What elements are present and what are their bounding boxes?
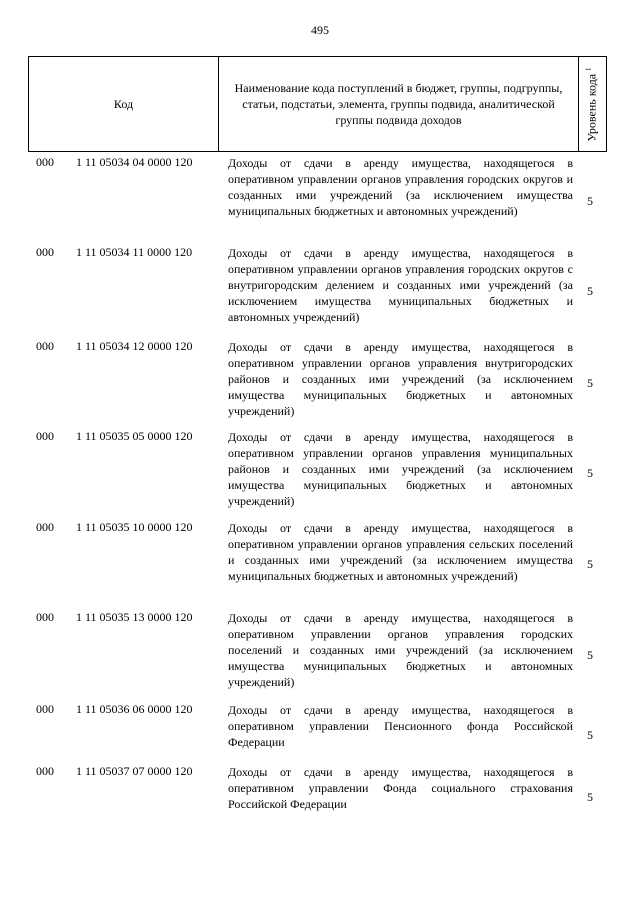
header-name: Наименование кода поступлений в бюджет, группы, подгруппы, статьи, подстатьи, элемента, группы подвида, аналитической группы подвида доходов <box>219 57 579 151</box>
admin-code: 000 <box>36 339 54 353</box>
code-level: 5 <box>587 466 593 480</box>
table-row <box>0 699 640 750</box>
income-name: Доходы от сдачи в аренду имущества, находящегося в оперативном управлении органов управления внутригородских районов и созданных ими учреждений (за исключением имущества муниципальных бюджетных и автономных учреждений) <box>228 340 573 418</box>
table-header <box>28 56 607 152</box>
table-row <box>0 152 640 219</box>
table-row <box>0 242 640 325</box>
budget-code: 1 11 05035 10 0000 120 <box>76 520 193 534</box>
budget-code: 1 11 05034 11 0000 120 <box>76 245 193 259</box>
admin-code: 000 <box>36 245 54 259</box>
code-level: 5 <box>587 557 593 571</box>
income-name: Доходы от сдачи в аренду имущества, находящегося в оперативном управлении органов управления городских округов и созданных ими учреждений (за исключением имущества муниципальных бюджетных и автономных учреждений) <box>228 156 573 218</box>
income-name: Доходы от сдачи в аренду имущества, находящегося в оперативном управлении органов управления городских поселений и созданных ими учреждений (за исключением имущества муниципальных бюджетных и автономных учреждений) <box>228 611 573 689</box>
income-name: Доходы от сдачи в аренду имущества, находящегося в оперативном управлении органов управления городских округов с внутригородским делением и созданных ими учреждений (за исключением имущества муниципальных бюджетных и автономных учреждений) <box>228 246 573 324</box>
admin-code: 000 <box>36 520 54 534</box>
admin-code: 000 <box>36 155 54 169</box>
budget-code: 1 11 05037 07 0000 120 <box>76 764 193 778</box>
income-name: Доходы от сдачи в аренду имущества, находящегося в оперативном управлении Пенсионного фонда Российской Федерации <box>228 703 573 749</box>
header-level-footnote: 1 <box>585 66 594 71</box>
code-level: 5 <box>587 790 593 804</box>
table-row <box>0 607 640 690</box>
admin-code: 000 <box>36 610 54 624</box>
budget-code: 1 11 05035 13 0000 120 <box>76 610 193 624</box>
table-row <box>0 336 640 419</box>
income-name: Доходы от сдачи в аренду имущества, находящегося в оперативном управлении органов управления муниципальных районов и созданных ими учреждений (за исключением имущества муниципальных бюджетных и автономных учреждений) <box>228 430 573 508</box>
income-name: Доходы от сдачи в аренду имущества, находящегося в оперативном управлении Фонда социального страхования Российской Федерации <box>228 765 573 811</box>
code-level: 5 <box>587 194 593 208</box>
code-level: 5 <box>587 728 593 742</box>
budget-code: 1 11 05034 12 0000 120 <box>76 339 193 353</box>
header-code: Код <box>29 57 219 151</box>
admin-code: 000 <box>36 702 54 716</box>
table-row <box>0 761 640 812</box>
header-level-cell <box>579 57 606 151</box>
admin-code: 000 <box>36 764 54 778</box>
table-row <box>0 517 640 584</box>
page-number: 495 <box>311 23 329 37</box>
admin-code: 000 <box>36 429 54 443</box>
income-name: Доходы от сдачи в аренду имущества, находящегося в оперативном управлении органов управления сельских поселений и созданных ими учреждений (за исключением имущества муниципальных бюджетных и автономных учреждений) <box>228 521 573 583</box>
budget-code: 1 11 05036 06 0000 120 <box>76 702 193 716</box>
header-level-label: Уровень кода <box>585 73 600 142</box>
header-level <box>585 67 600 141</box>
code-level: 5 <box>587 284 593 298</box>
budget-code: 1 11 05035 05 0000 120 <box>76 429 193 443</box>
code-level: 5 <box>587 648 593 662</box>
table-row <box>0 426 640 509</box>
budget-code: 1 11 05034 04 0000 120 <box>76 155 193 169</box>
code-level: 5 <box>587 376 593 390</box>
